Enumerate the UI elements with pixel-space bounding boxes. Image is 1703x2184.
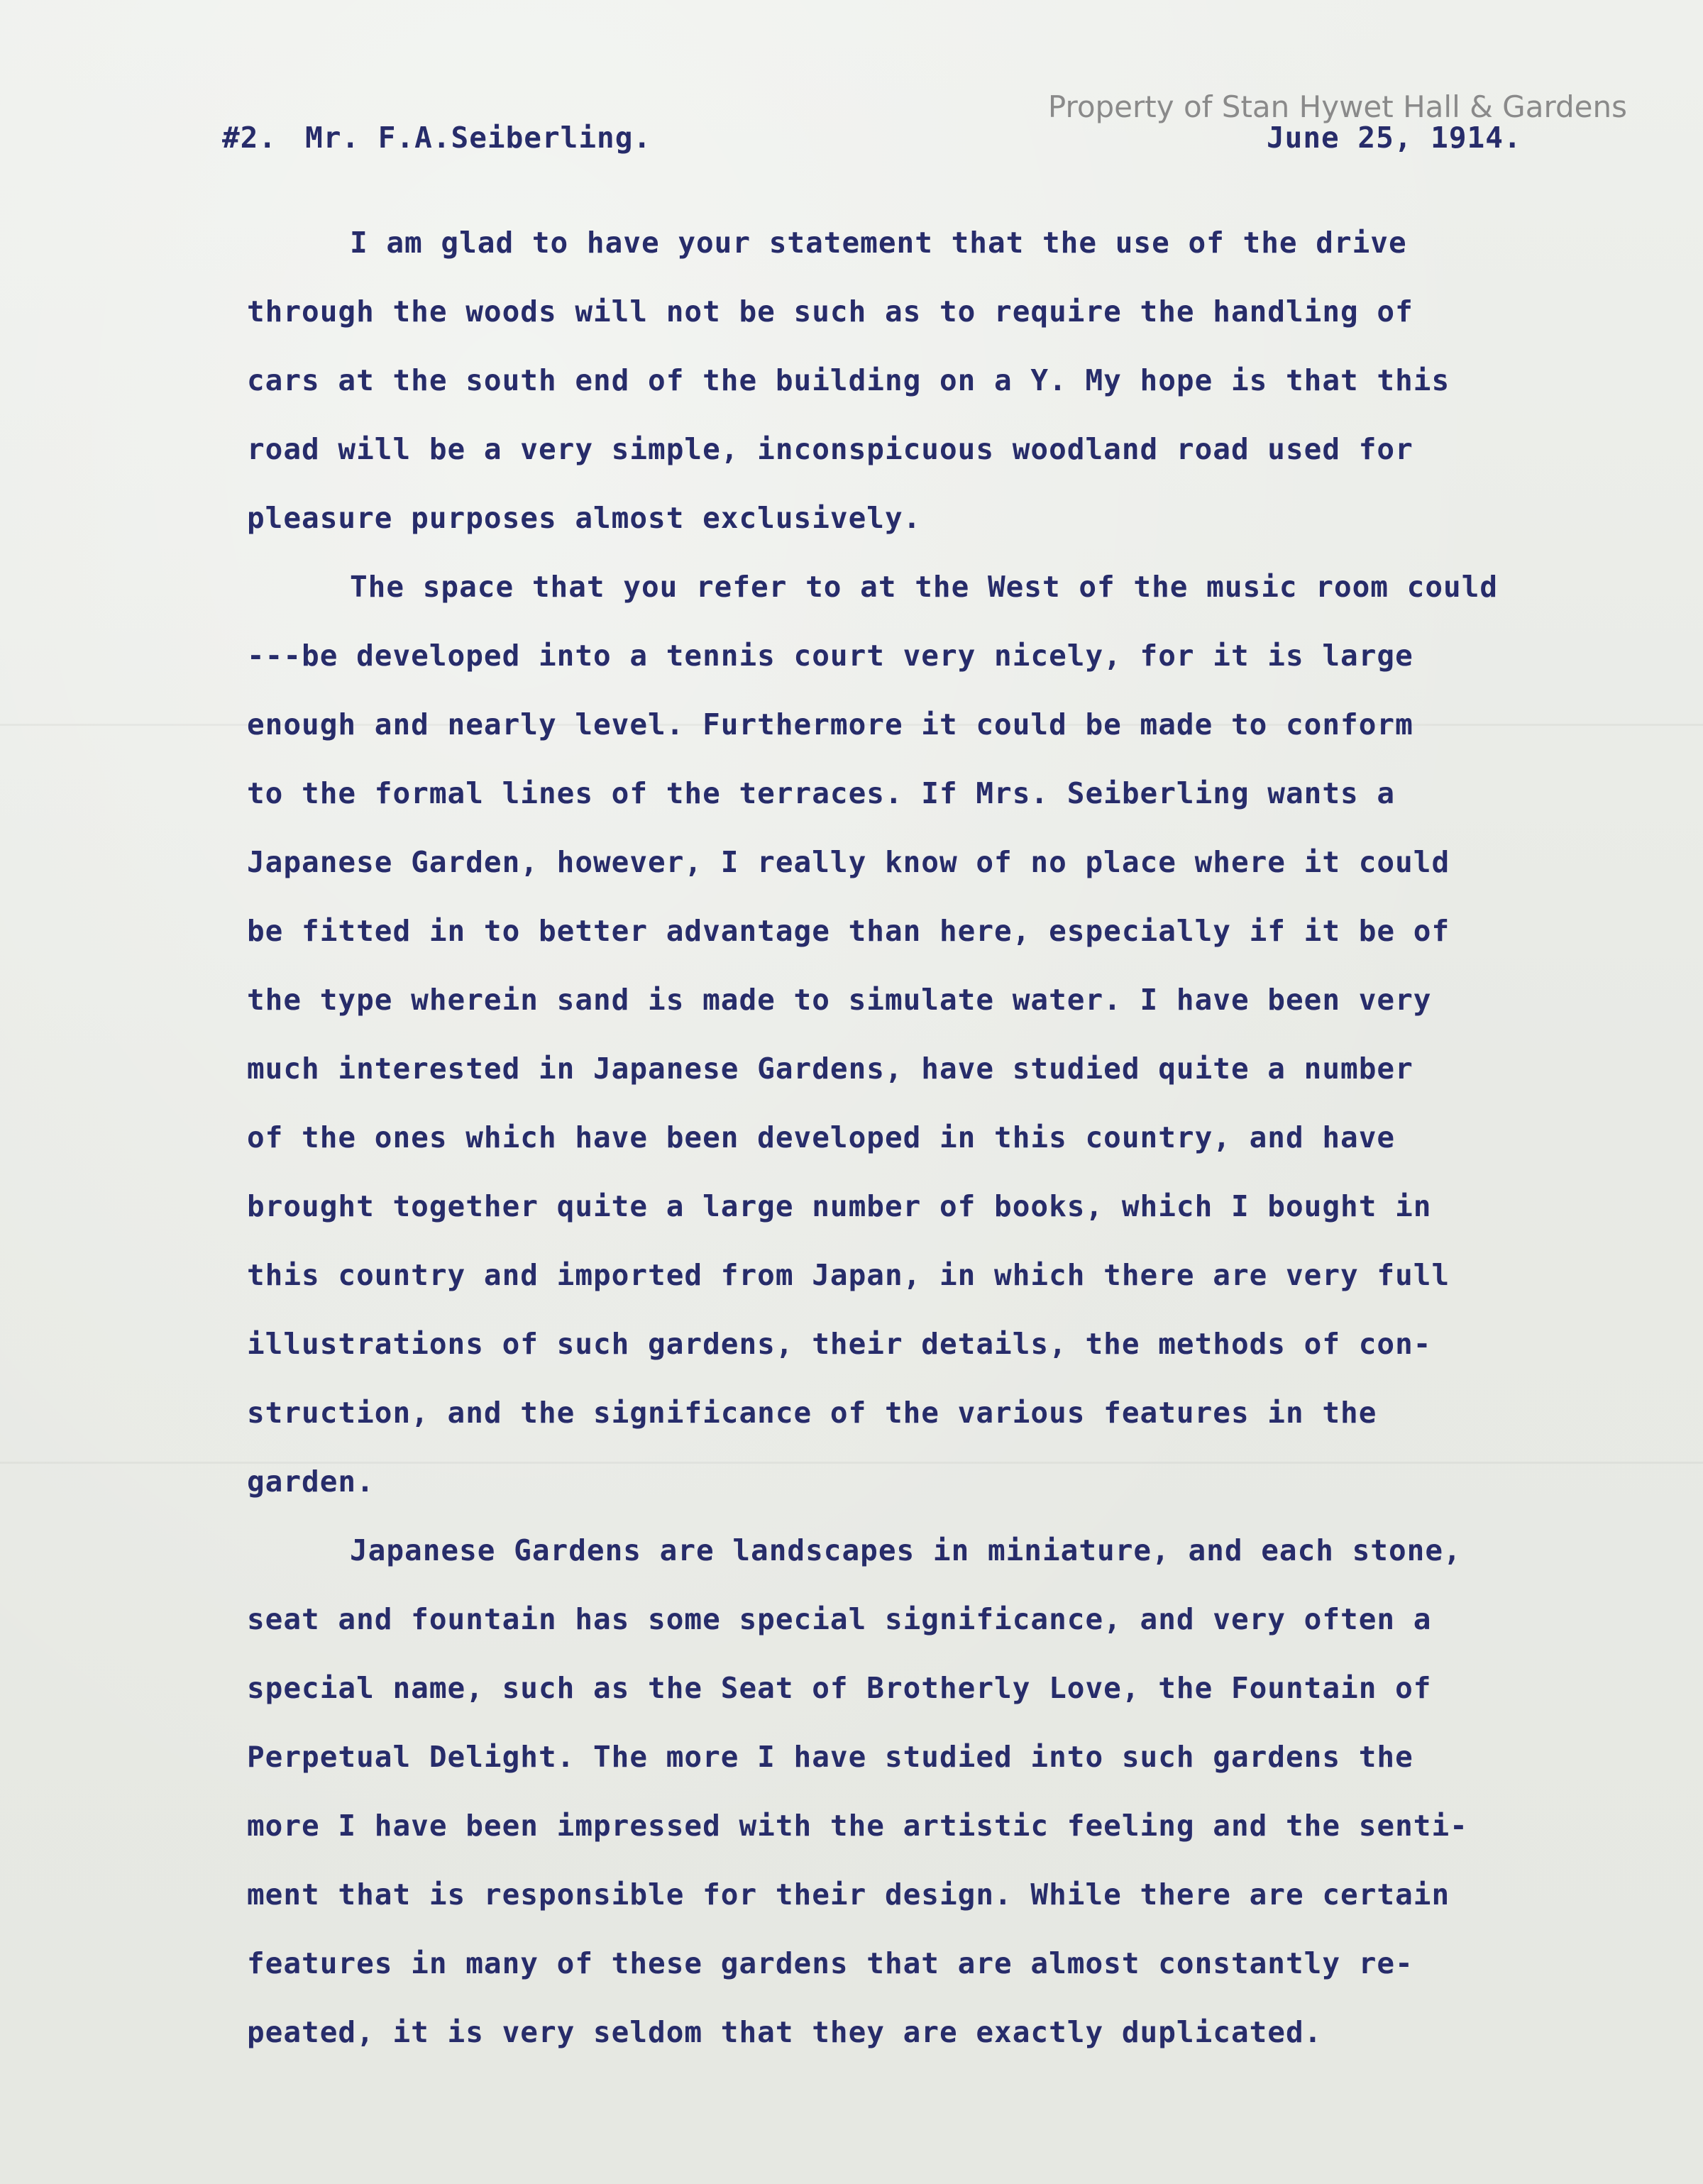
text-line: ---be developed into a tennis court very nicely, for it is large	[247, 639, 1413, 673]
text-line: brought together quite a large number of books, which I bought in	[247, 1189, 1432, 1223]
paragraph-3	[247, 1529, 1498, 2080]
letter-body	[247, 221, 1498, 2080]
watermark: Property of Stan Hywet Hall & Gardens	[1047, 89, 1627, 124]
text-line: pleasure purposes almost exclusively.	[247, 501, 922, 535]
text-line: be fitted in to better advantage than here, especially if it be of	[247, 914, 1450, 948]
text-line: seat and fountain has some special significance, and very often a	[247, 1602, 1432, 1636]
text-line: ment that is responsible for their design. While there are certain	[247, 1877, 1450, 1912]
text-line: to the formal lines of the terraces. If Mrs. Seiberling wants a	[247, 776, 1396, 810]
text-line: I am glad to have your statement that the use of the drive	[350, 226, 1407, 260]
text-line: much interested in Japanese Gardens, have studied quite a number	[247, 1052, 1413, 1086]
recipient: Mr. F.A.Seiberling.	[305, 121, 652, 155]
text-line: garden.	[247, 1465, 375, 1499]
text-line: Perpetual Delight. The more I have studied into such gardens the	[247, 1740, 1413, 1774]
text-line: The space that you refer to at the West of the music room could	[350, 570, 1499, 604]
text-line: the type wherein sand is made to simulate water. I have been very	[247, 983, 1432, 1017]
text-line: Japanese Garden, however, I really know of no place where it could	[247, 845, 1450, 879]
paragraph-1	[247, 221, 1498, 566]
page-number: #2.	[222, 121, 277, 155]
text-line: this country and imported from Japan, in which there are very full	[247, 1258, 1450, 1292]
text-line: of the ones which have been developed in this country, and have	[247, 1120, 1396, 1154]
text-line: illustrations of such gardens, their details, the methods of con-	[247, 1327, 1432, 1361]
letter-header	[222, 121, 651, 155]
text-line: more I have been impressed with the artistic feeling and the senti-	[247, 1809, 1468, 1843]
text-line: struction, and the significance of the various features in the	[247, 1396, 1377, 1430]
text-line: Japanese Gardens are landscapes in miniature, and each stone,	[350, 1533, 1462, 1567]
text-line: road will be a very simple, inconspicuous woodland road used for	[247, 432, 1413, 466]
paragraph-2	[247, 566, 1498, 1529]
letter-date: June 25, 1914.	[1267, 121, 1522, 155]
text-line: enough and nearly level. Furthermore it could be made to conform	[247, 707, 1413, 741]
text-line: special name, such as the Seat of Brotherly Love, the Fountain of	[247, 1671, 1432, 1705]
text-line: peated, it is very seldom that they are exactly duplicated.	[247, 2015, 1323, 2049]
text-line: features in many of these gardens that are almost constantly re-	[247, 1946, 1413, 1980]
text-line: through the woods will not be such as to require the handling of	[247, 294, 1413, 329]
text-line: cars at the south end of the building on a Y. My hope is that this	[247, 363, 1450, 397]
